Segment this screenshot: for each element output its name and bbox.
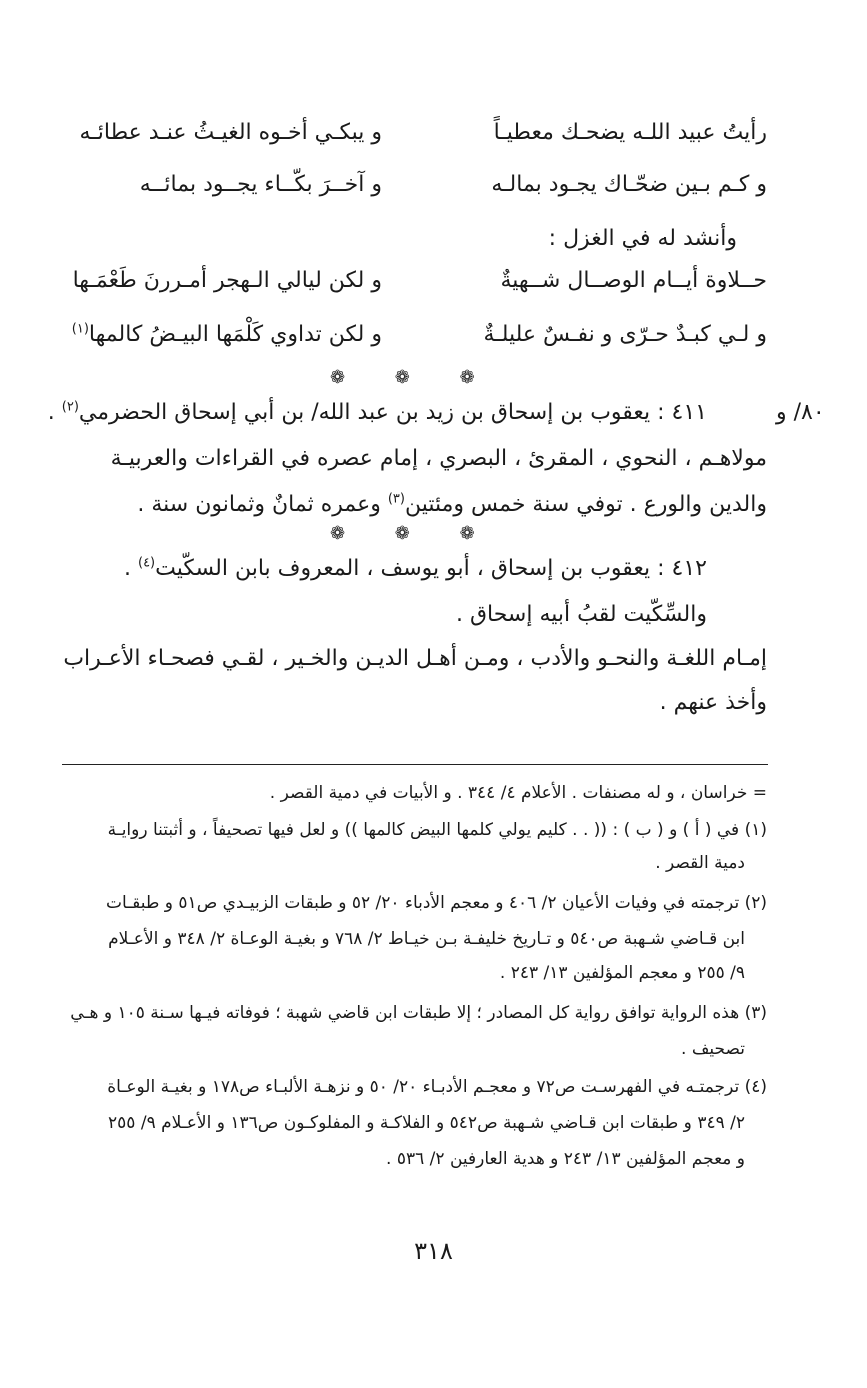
entry-412-line-1 bbox=[124, 554, 707, 584]
entry-411-line-3b: وعمره ثمانٌ وثمانون سنة . bbox=[137, 492, 388, 517]
entry-411-line-1 bbox=[48, 398, 707, 428]
footnote-line: (١) في ( أ ) و ( ب ) : (( . . كليم يولي كلمها البيض كالمها )) و لعل فيها تصحيفاً ، و أثبتنا روايـة bbox=[107, 820, 767, 840]
page-number: ٣١٨ bbox=[414, 1237, 453, 1265]
verse-3-left: و لكن ليالي الـهجر أمـررنَ طَعْمَـها bbox=[72, 268, 382, 293]
entry-411-line-3 bbox=[137, 490, 767, 520]
footnote-line: = خراسان ، و له مصنفات . الأعلام ٤/ ٣٤٤ . و الأبيات في دمية القصر . bbox=[269, 783, 767, 803]
separator-ornament-2: ❁ ❁ ❁ bbox=[330, 523, 497, 544]
entry-412-line-4: وأخذ عنهم . bbox=[659, 690, 767, 715]
verse-3-right: حــلاوة أيــام الوصــال شــهيةٌ bbox=[500, 268, 767, 293]
verse-2-left: و آخــرَ بكّــاء يجــود بمائــه bbox=[139, 172, 382, 197]
verse-2-right: و كـم بـين ضحّـاك يجـود بمالـه bbox=[491, 172, 767, 197]
footnote-ref-2: (٢) bbox=[61, 399, 79, 415]
verse-4-right: و لـي كبـدٌ حـرّى و نفـسٌ عليلـةٌ bbox=[483, 322, 767, 347]
verse-4-left-text: و لكن تداوي كَلْمَها البيـضُ كالمها bbox=[88, 322, 382, 347]
entry-411-end: . bbox=[47, 400, 62, 425]
entry-411-line-2: مولاهـم ، النحوي ، المقرئ ، البصري ، إمام عصره في القراءات والعربيـة bbox=[110, 446, 767, 471]
footnote-ref-4: (٤) bbox=[137, 555, 156, 571]
footnote-line: و معجم المؤلفين ١٣/ ٢٤٣ و هدية العارفين ٢/ ٥٣٦ . bbox=[386, 1149, 745, 1169]
verse-1-right: رأيتُ عبيد اللـه يضحـك معطيـاً bbox=[493, 120, 767, 145]
footnote-line: ٩/ ٢٥٥ و معجم المؤلفين ١٣/ ٢٤٣ . bbox=[499, 963, 745, 983]
entry-412-end: . bbox=[123, 556, 138, 581]
verse-1-left: و يبكـي أخـوه الغيـثُ عنـد عطائـه bbox=[79, 120, 382, 145]
entry-412-line-2: والسِّكّيت لقبُ أبيه إسحاق . bbox=[455, 602, 707, 627]
verse-4-left bbox=[72, 320, 382, 350]
entry-412-line-3: إمـام اللغـة والنحـو والأدب ، ومـن أهـل الديـن والخـير ، لقـي فصحـاء الأعـراب bbox=[63, 646, 767, 671]
footnote-ref-1: (١) bbox=[71, 321, 89, 337]
entry-411-line-3a: والدين والورع . توفي سنة خمس ومئتين bbox=[404, 492, 767, 517]
footnote-line: تصحيف . bbox=[681, 1039, 745, 1059]
footnote-line: (٤) ترجمتـه في الفهرسـت ص٧٢ و معجـم الأدبـاء ٢٠/ ٥٠ و نزهـة الألبـاء ص١٧٨ و بغيـة الوعـاة bbox=[107, 1077, 767, 1097]
entry-412-title: ٤١٢ : يعقوب بن إسحاق ، أبو يوسف ، المعروف بابن السكّيت bbox=[155, 556, 707, 581]
footnote-line: (٣) هذه الرواية توافق رواية كل المصادر ؛ إلا طبقات ابن قاضي شهبة ؛ فوفاته فيـها سـنة ١٠٥ و هـي bbox=[70, 1003, 767, 1023]
separator-ornament: ❁ ❁ ❁ bbox=[330, 367, 497, 388]
footnote-line: (٢) ترجمته في وفيات الأعيان ٢/ ٤٠٦ و معجم الأدباء ٢٠/ ٥٢ و طبقات الزبيـدي ص٥١ و طبقـات bbox=[105, 893, 767, 913]
margin-folio-note: ٨٠/ و bbox=[776, 400, 825, 425]
footnote-line: دمية القصر . bbox=[655, 853, 745, 873]
ghazal-intro: وأنشد له في الغزل : bbox=[548, 226, 737, 251]
footnote-divider bbox=[62, 764, 768, 765]
footnote-line: ٢/ ٣٤٩ و طبقات ابن قـاضي شـهبة ص٥٤٢ و الفلاكـة و المفلوكـون ص١٣٦ و الأعـلام ٩/ ٢٥٥ bbox=[108, 1113, 745, 1133]
footnote-line: ابن قـاضي شـهبة ص٥٤٠ و تـاريخ خليفـة بـن خيـاط ٢/ ٧٦٨ و بغيـة الوعـاة ٢/ ٣٤٨ و الأعـلام bbox=[108, 929, 745, 949]
footnote-ref-3: (٣) bbox=[387, 491, 405, 507]
entry-411-title: ٤١١ : يعقوب بن إسحاق بن زيد بن عبد الله/ بن أبي إسحاق الحضرمي bbox=[78, 400, 707, 425]
